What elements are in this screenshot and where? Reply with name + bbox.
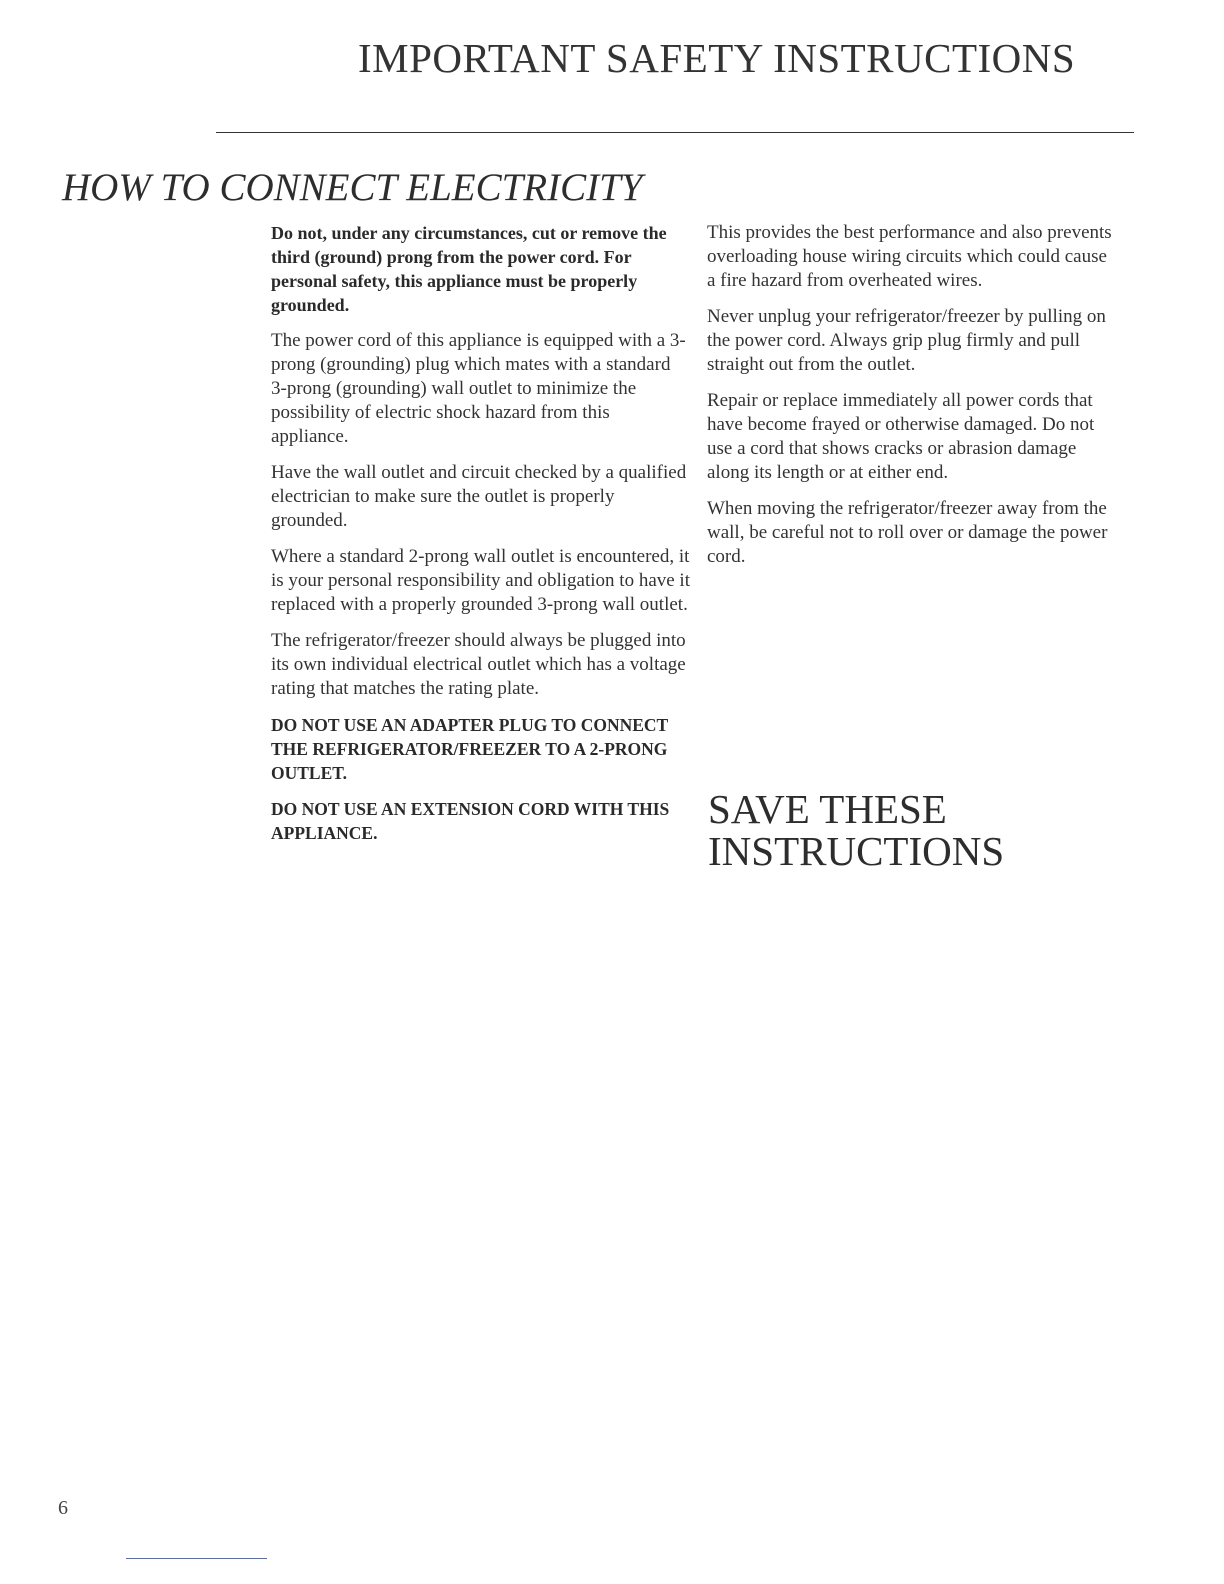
plug-description: The power cord of this appliance is equipped with a 3-prong (grounding) plug which mates with a standard 3-prong (grounding) wall outlet to minimize the possibility of electric shock hazard from this appliance. bbox=[271, 330, 686, 447]
two-prong-note: Where a standard 2-prong wall outlet is encountered, it is your personal responsibility and obligation to have it replaced with a properly grounded 3-prong wall outlet. bbox=[271, 546, 690, 615]
extension-cord-warning: DO NOT USE AN EXTENSION CORD WITH THIS APPLIANCE. bbox=[271, 799, 670, 843]
moving-note: When moving the refrigerator/freezer away from the wall, be careful not to roll over or damage the power cord. bbox=[707, 498, 1108, 567]
page-number: 6 bbox=[58, 1497, 68, 1519]
save-instructions-heading bbox=[708, 788, 1004, 872]
page-title: IMPORTANT SAFETY INSTRUCTIONS bbox=[358, 35, 1076, 81]
individual-outlet-note: The refrigerator/freezer should always be plugged into its own individual electrical outlet which has a voltage rating that matches the rating plate. bbox=[271, 630, 686, 699]
footer-divider bbox=[126, 1558, 267, 1559]
unplug-note: Never unplug your refrigerator/freezer by pulling on the power cord. Always grip plug firmly and pull straight out from the outlet. bbox=[707, 306, 1106, 375]
adapter-warning: DO NOT USE AN ADAPTER PLUG TO CONNECT THE REFRIGERATOR/FREEZER TO A 2-PRONG OUTLET. bbox=[271, 715, 668, 783]
frayed-cord-note: Repair or replace immediately all power cords that have become frayed or otherwise damaged. Do not use a cord that shows cracks or abrasion damage along its length or at either end. bbox=[707, 390, 1095, 483]
save-heading-line-2: INSTRUCTIONS bbox=[708, 828, 1005, 874]
save-heading-line-1: SAVE THESE bbox=[708, 786, 947, 832]
performance-note: This provides the best performance and also prevents overloading house wiring circuits which could cause a fire hazard from overheated wires. bbox=[707, 222, 1112, 291]
section-title: HOW TO CONNECT ELECTRICITY bbox=[62, 166, 643, 209]
left-column bbox=[271, 221, 691, 857]
outlet-check-note: Have the wall outlet and circuit checked by a qualified electrician to make sure the outlet is properly grounded. bbox=[271, 462, 687, 531]
right-column bbox=[707, 221, 1117, 581]
header-divider bbox=[216, 132, 1134, 133]
grounding-warning: Do not, under any circumstances, cut or remove the third (ground) prong from the power cord. For personal safety, this appliance must be properly grounded. bbox=[271, 223, 667, 315]
